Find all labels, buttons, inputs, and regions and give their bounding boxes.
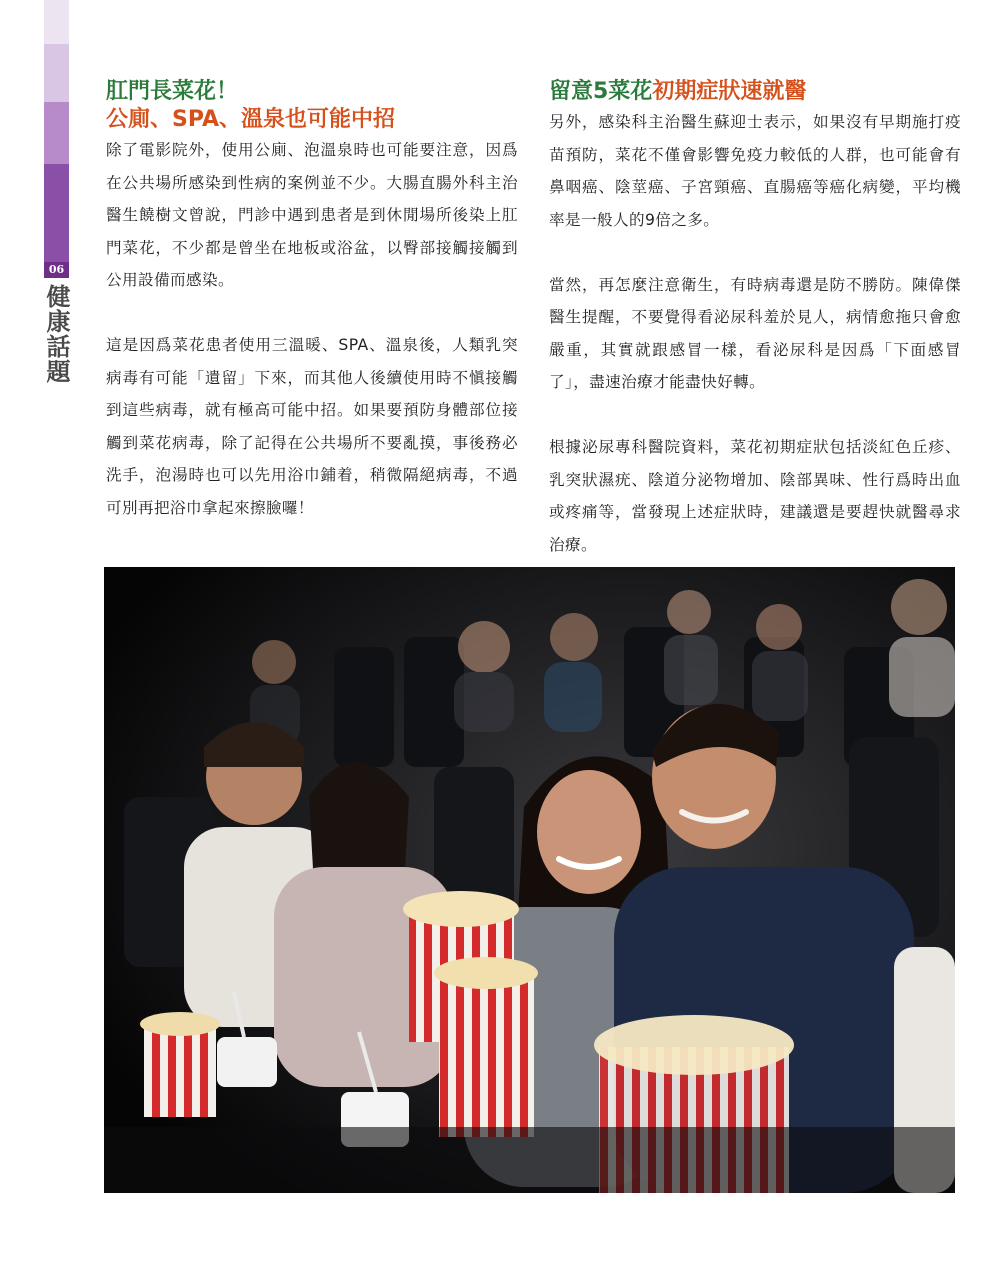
left-paragraph-1: 除了電影院外，使用公廁、泡溫泉時也可能要注意，因爲在公共場所感染到性病的案例並不少。大腸直腸外科主治醫生饒樹文曾說，門診中遇到患者是到休閒場所後染上肛門菜花，不少都是曾坐在地板或浴盆，以臀部接觸接觸到公用設備而感染。	[106, 141, 518, 289]
tab-segment-dark	[44, 164, 69, 262]
tab-segment-pale	[44, 44, 69, 102]
paragraph-gap	[549, 399, 961, 432]
right-paragraph-2: 當然，再怎麼注意衛生，有時病毒還是防不勝防。陳偉傑醫生提醒，不要覺得看泌尿科羞於見人，病情愈拖只會愈嚴重，其實就跟感冒一樣，看泌尿科是因爲「下面感冒了」，盡速治療才能盡快好轉。	[549, 275, 961, 391]
right-heading	[549, 78, 961, 106]
right-paragraph-3: 根據泌尿專科醫院資料，菜花初期症狀包括淡紅色丘疹、乳突狀濕疣、陰道分泌物增加、陰部異味、性行爲時出血或疼痛等，當發現上述症狀時，建議還是要趕快就醫尋求治療。	[549, 438, 961, 554]
right-paragraph-1: 另外，感染科主治醫生蘇迎士表示，如果沒有早期施打疫苗預防，菜花不僅會影響免疫力較低的人群，也可能會有鼻咽癌、陰莖癌、子宮頸癌、直腸癌等癌化病變，平均機率是一般人的9倍之多。	[549, 113, 961, 229]
left-paragraph-2: 這是因爲菜花患者使用三溫暖、SPA、溫泉後，人類乳突病毒有可能「遺留」下來，而其他人後續使用時不愼接觸到這些病毒，就有極高可能中招。如果要預防身體部位接觸到菜花病毒，除了記得在公共場所不要亂摸，事後務必洗手，泡湯時也可以先用浴巾鋪着，稍微隔絕病毒，不過可別再把浴巾拿起來擦臉囉！	[106, 336, 518, 517]
paragraph-gap	[106, 297, 518, 330]
section-label: 健康話題	[42, 284, 71, 384]
tab-segment-light	[44, 0, 69, 44]
left-heading-line2: 公廁、SPA、溫泉也可能中招	[106, 107, 395, 132]
right-heading-part1: 留意5菜花	[549, 79, 653, 104]
cinema-scene-illustration	[104, 567, 955, 1193]
paragraph-gap	[549, 236, 961, 269]
left-article-column	[106, 78, 518, 524]
right-heading-part2: 初期症狀速就醫	[652, 79, 807, 104]
right-article-column	[549, 78, 961, 561]
tab-segment-medium	[44, 102, 69, 164]
page-number: 06	[44, 262, 69, 278]
left-heading-line1: 肛門長菜花！	[106, 79, 239, 104]
cinema-audience-photo	[104, 567, 955, 1193]
